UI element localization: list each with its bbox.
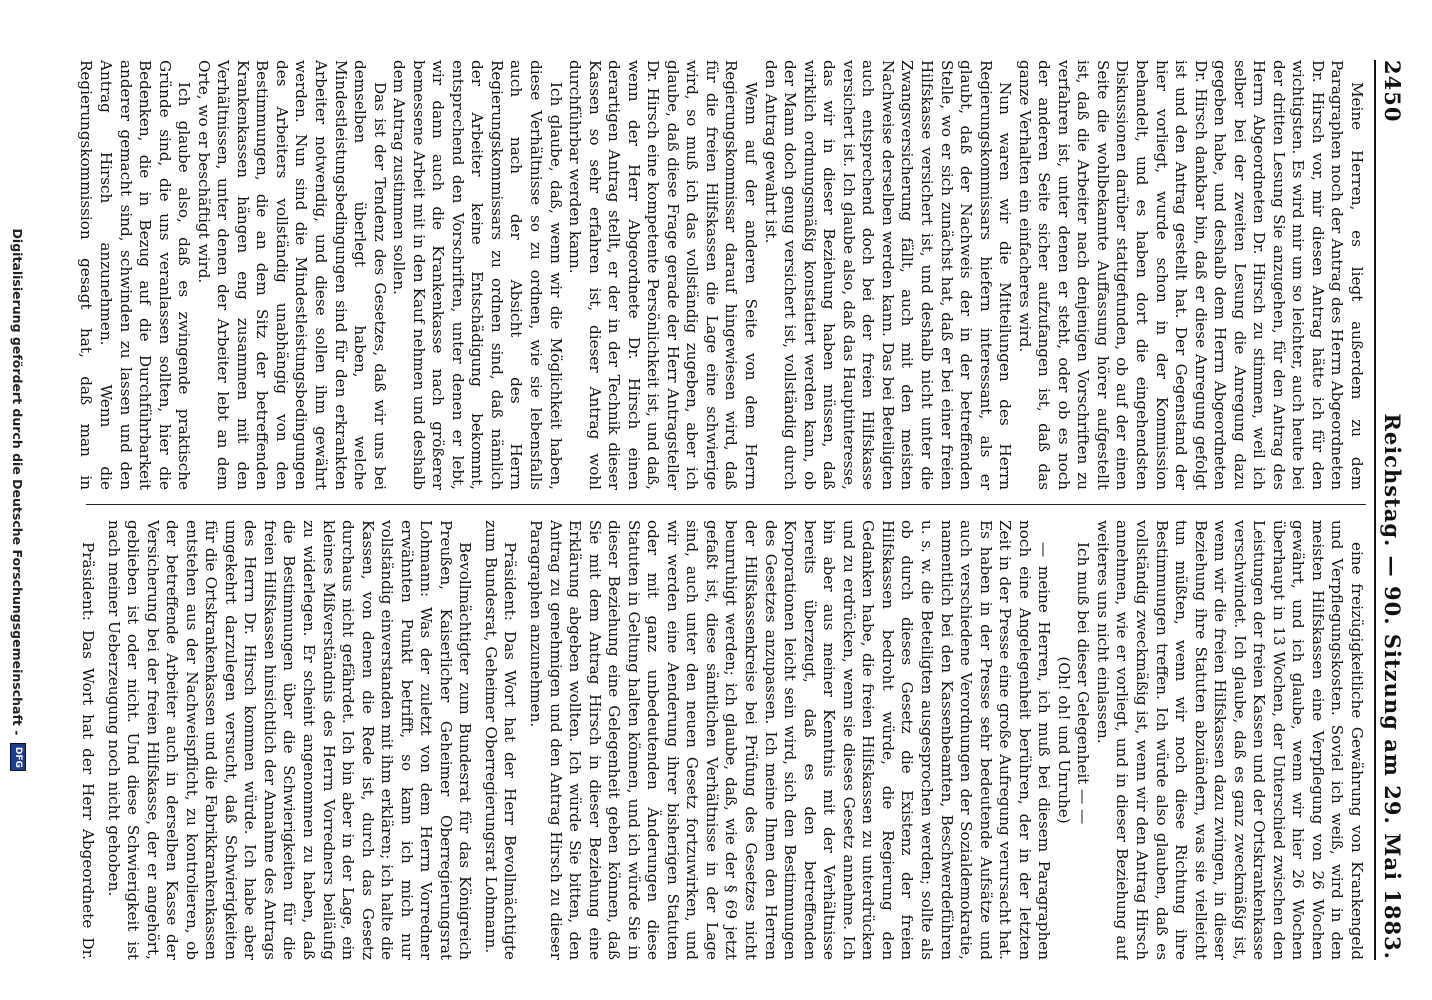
page-header bbox=[1374, 60, 1410, 960]
right-column bbox=[76, 520, 1366, 960]
left-paragraph-2: Nun waren wir die Mitteilungen des Herrn Regierungskommissars hiefern interessant, als er glaubt, daß der Nachweis der in der betreffenden Stelle, wo er sich zunächst hat, daß er bei einer freien Hilfskasse versichert ist, und deshalb nicht unter die Zwangsversicherung fällt, auch mit den meisten Nachweise derselben werden kann. Das bei Beteiligten auch entsprechend doch bei der freien Hilfskasse versichert ist. Ich glaube also, daß das Hauptinteresse, das wir in dieser Beziehung haben müssen, daß wirklich ordnungsmäßig konstatiert werden kann, ob der Mann doch genug versichert ist, vollständig durch den Antrag gewahrt ist. bbox=[761, 60, 1015, 490]
right-paragraph-6: Bevollmächtigter zum Bundesrat für das Königreich Preußen, Kaiserlicher Geheimer Oberregierungsrat Lohmann: Was der zuletzt von dem Herrn Vorredner erwähnten Punkt betrifft, so kann ich mich nur vollständig einverstanden mit ihm erklären; ich halte die Kassen, von denen die Rede ist, durch das Gesetz durchaus nicht gefährdet. Ich bin aber in der Lage, ein kleines Mißverständnis des Herrn Vorredners beiläufig zu widerlegen. Er scheint angenommen zu haben, daß die Bestimmungen über die Schwierigkeiten für die freien Hilfskassen hinsichtlich der Annahme des Antrags des Herrn Dr. Hirsch kommen würde. Ich habe aber umgekehrt darzulegen versucht, daß Schwierigkeiten für die Ortskrankenkassen und die Fabrikkrankenkassen entstehen aus der Nachweispflicht, zu kontrolieren, ob der betreffende Arbeiter auch in derselben Kasse der Versicherung bei der freien Hilfskasse, der er angehört, geblieben ist oder nicht. Und diese Schwierigkeit ist nach meiner Ueberzeugung noch nicht gehoben. bbox=[104, 520, 475, 960]
left-paragraph-5: Das ist der Tendenz des Gesetzes, daß wir uns bei demselben überlegt haben, welche Mindestleistungsbedingungen sind für den erkrankten Arbeiter notwendig, und diese sollen ihm gewährt werden. Nun sind die Mindestleistungsbedingungen des Arbeiters vollständig unabhängig von den Bestimmungen, die an dem Sitz der betreffenden Krankenkassen hängen eng zusammen mit den Verhältnissen, unter denen der Arbeiter lebt an dem Orte, wo er beschäftigt wird. bbox=[194, 60, 389, 490]
dfg-logo-icon: DFG bbox=[10, 743, 26, 771]
right-paragraph-4: — meine Herren, ich muß bei diesem Paragraphen noch eine Angelegenheit berühren, der in der letzten Zeit in der Presse eine große Aufregung verursacht hat. Es haben in der Presse sehr bedeutende Aufsätze und auch verschiedene Verordnungen der Sozialdemokratie, namentlich bei den Kassenbeamten, Beschwerdeführen u. s. w. die Beteiligten ausgesprochen werden; sollte als ob durch dieses Gesetz die Existenz der freien Hilfskassen bedroht würde, die Regierung den Gedanken habe, die freien Hilfskassen zu unterdrücken und zu erdrücken, wenn sie dieses Gesetz annehme. Ich bin aber aus meiner Kenntnis mit der Verhältnisse bereits überzeugt, daß es den betreffenden Korporationen leicht sein wird, sich den Bestimmungen des Gesetzes anzupassen. Ich meine Ihnen den Herren der Hilfskassenkreise bei Prüfung des Gesetzes nicht beunruhigt werden; ich glaube, daß, wie der § 69 jetzt gefaßt ist, diese sämtlichen Verhältnisse in der Lage sind, auch unter den neuen Gesetz fortzuwirken, und wir werden eine Aenderung ihrer bisherigen Statuten oder mit ganz unbedeutenden Änderungen diese Statuten in Geltung halten können, und ich würde Sie in dieser Beziehung eine Gelegenheit geben können, daß Sie mit dem Antrag Hirsch in dieser Beziehung eine Erklärung abgeben wollten. Ich würde Sie bitten, den Antrag zu genehmigen und den Antrag Hirsch zu dieser Paragraphen anzunehmen. bbox=[527, 520, 1054, 960]
page-running-title: Reichstag. — 90. Sitzung am 29. Mai 1883. bbox=[1380, 413, 1406, 960]
digitization-note: Digitalisierung gefördert durch die Deutsche Forschungsgemeinschaft - bbox=[10, 228, 26, 736]
left-column bbox=[76, 60, 1366, 490]
digitization-footer bbox=[6, 0, 30, 1000]
right-paragraph-2: Ich muß bei dieser Gelegenheit — — bbox=[1074, 542, 1093, 825]
interjection: (Oh! oh! und Unruhe) bbox=[1054, 656, 1073, 824]
left-paragraph-4: Ich glaube, daß, wenn wir die Möglichkeit haben, diese Verhältnisse so zu ordnen, wie sie lebensfalls auch nach der Absicht des Herrn Regierungskommissars zu ordnen sind, daß nämlich der Arbeiter keine Entschädigung bekommt, entsprechend den Vorschriften, unter denen er lebt, wir dann auch die Krankenkasse nach größerer bemessene Arbeit mit in den Kauf nehmen und deshalb dem Antrag zustimmen sollen. bbox=[390, 60, 565, 490]
left-paragraph-1: Meine Herren, es liegt außerdem zu dem Paragraphen noch der Antrag des Herrn Abgeordneten Dr. Hirsch vor, mir diesen Antrag hätte ich für den wichtigsten. Es wird mir um so leichter, auch heute bei der dritten Lesung Sie anzugehen, für den Antrag des Herrn Abgeordneten Dr. Hirsch zu stimmen, weil ich selber bei der zweiten Lesung die Anregung dazu gegeben habe, und deshalb dem Herrn Abgeordneten Dr. Hirsch dankbar bin, daß er diese Anregung gefolgt ist und den Antrag gestellt hat. Der Gegenstand der hier vorliegt, wurde schon in der Kommission behandelt, und es haben dort die eingehendsten Diskussionen darüber stattgefunden, ob auf der einen Seite die wohlbekannte Auffassung hörer aufgestellt ist, daß die Arbeiter nach denjenigen Vorschriften zu verfahren ist, unter denen er steht, oder ob es noch der anderen Seite sicher aufzufangen ist, daß das ganze Verhalten ein einfacheres wird. bbox=[1015, 60, 1366, 490]
right-paragraph-1: eine freizügigkeitliche Gewährung von Krankengeld und Verpflegungskosten. Soviel ich weiß, wird in den meisten Hilfskassen eine Verpflegung von 26 Wochen gewährt, und ich glaube, wenn wir hier 26 Wochen überhaupt in 13 Wochen, der Unterschied zwischen den Leistungen der freien Kassen und der Ortskrankenkasse verschwindet. Ich glaube, daß es ganz zweckmäßig ist, wenn wir die freien Hilfskassen dazu zwingen, in dieser Beziehung ihre Statuten abzuändern, was sie vielleicht tun müßten, wenn wir noch diese Richtung ihre Bestimmungen treffen. Ich würde also glauben, daß es vollständig zweckmäßig ist, wenn wir den Antrag Hirsch annehmen, wie er vorliegt, und in dieser Beziehung auf weiteres uns nicht einlassen. bbox=[1093, 520, 1366, 960]
left-paragraph-6: Ich glaube also, daß es zwingende praktische Gründe sind, die uns veranlassen sollten, hier die Bedenken, die in Bezug auf die Durchführbarkeit anderer gemacht sind, schwinden zu lassen und den Antrag Hirsch anzunehmen. Wenn die Regierungskommission gesagt hat, daß man in bbox=[77, 60, 194, 490]
right-paragraph-5: Präsident: Das Wort hat der Herr Bevollmächtigte zum Bundesrat, Geheimer Oberregierungsrat Lohmann. bbox=[481, 520, 520, 960]
column-divider bbox=[86, 504, 1366, 505]
left-paragraph-3: Wenn auf der anderen Seite von dem Herrn Regierungskommissar darauf hingewiesen wird, daß für die freien Hilfskassen die Lage eine schwierige wird, so muß ich das vollständig zugeben, aber ich glaube, daß diese Frage gerade der Herr Antragsteller Dr. Hirsch eine kompetente Persönlichkeit ist, und daß, wenn der Herr Abgeordnete Dr. Hirsch einen derartigen Antrag stellt, er der in der Technik dieser Kassen so sehr erfahren ist, dieser Antrag wohl durchführbar werden kann. bbox=[566, 60, 761, 490]
page-number: 2450 bbox=[1380, 60, 1406, 123]
right-paragraph-7: Präsident: Das Wort hat der Herr Abgeordnete Dr. bbox=[79, 542, 97, 960]
